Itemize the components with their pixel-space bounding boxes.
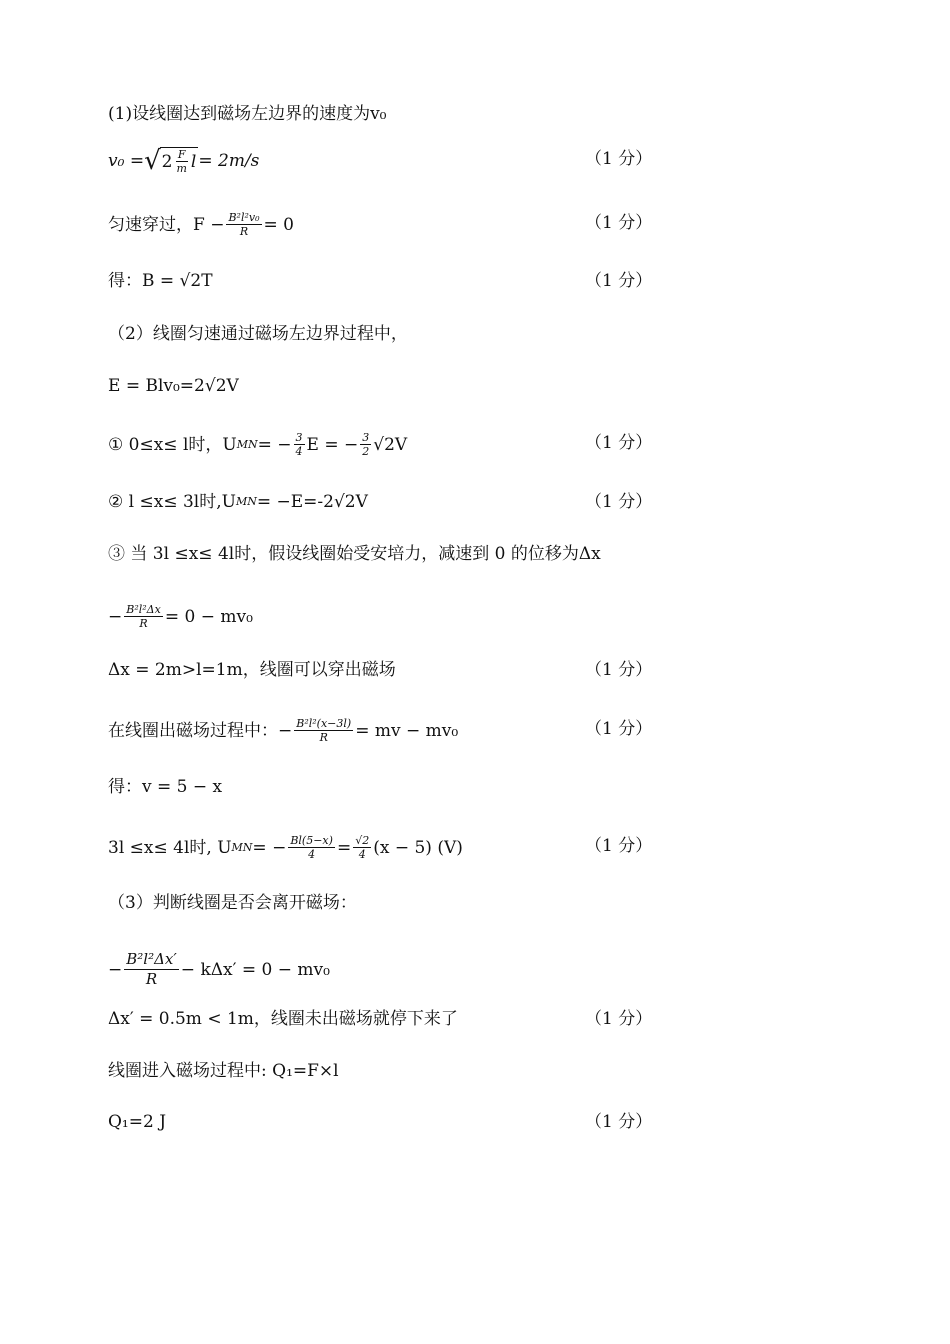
score-label: （1 分） — [585, 1112, 653, 1132]
score-label: （1 分） — [585, 719, 653, 739]
part2-heading: （2）线圈匀速通过磁场左边界过程中， — [108, 324, 408, 344]
emf-formula: E = Blv₀=2√2V — [108, 376, 239, 396]
stop-equation: − $\frac{\text{B²l²Δx′}}{R}$ − kΔx′ = 0 − mv₀ — [108, 950, 330, 988]
case3-heading: ③ 当 3l ≤x≤ 4l时，假设线圈始受安培力，减速到 0 的位移为Δx — [108, 544, 601, 564]
b-result: 得：B = √2T — [108, 271, 213, 291]
uniform-motion-equation: 匀速穿过，F − $\frac{\text{B²l²v₀}}{R}$ = 0 — [108, 211, 294, 238]
score-label: （1 分） — [585, 660, 653, 680]
score-label: （1 分） — [585, 271, 653, 291]
exit-equation: 在线圈出磁场过程中：− $\frac{\text{B²l²(x−3l)}}{R}$ = mv − mv₀ — [108, 717, 459, 744]
part1-heading: (1)设线圈达到磁场左边界的速度为v₀ — [108, 104, 387, 124]
part3-heading: （3）判断线圈是否会离开磁场： — [108, 893, 357, 913]
deceleration-equation: − $\frac{\text{B²l²Δx}}{R}$ = 0 − mv₀ — [108, 603, 253, 630]
velocity-result: 得：v = 5 − x — [108, 777, 223, 797]
score-label: （1 分） — [585, 1009, 653, 1029]
score-label: （1 分） — [585, 149, 653, 169]
stop-result: Δx′ = 0.5m < 1m，线圈未出磁场就停下来了 — [108, 1009, 458, 1029]
case3-umn-formula: 3l ≤x≤ 4l时, U MN = − $\frac{Bl(5-x)}{4}$ = $\frac{√2}{4}$ (x − 5) (V) — [108, 834, 463, 861]
case1-formula: ① 0≤x≤ l时，U MN = − $\frac{3}{4}$ E = − $\frac{3}{2}$ √2V — [108, 431, 408, 458]
heat-result: Q₁=2 J — [108, 1112, 167, 1132]
sqrt-expression: √ 2 $\frac{F}{m}$ l — [144, 146, 197, 176]
score-label: （1 分） — [585, 836, 653, 856]
score-label: （1 分） — [585, 433, 653, 453]
displacement-result: Δx = 2m>l=1m，线圈可以穿出磁场 — [108, 660, 396, 680]
case2-formula: ② l ≤x≤ 3l时,U MN = −E=-2√2V — [108, 492, 368, 512]
score-label: （1 分） — [585, 492, 653, 512]
v0-formula: v₀ = √ 2 $\frac{F}{m}$ l = 2m/s — [108, 146, 260, 176]
heat-formula: 线圈进入磁场过程中: Q₁=F×l — [108, 1061, 339, 1081]
score-label: （1 分） — [585, 213, 653, 233]
